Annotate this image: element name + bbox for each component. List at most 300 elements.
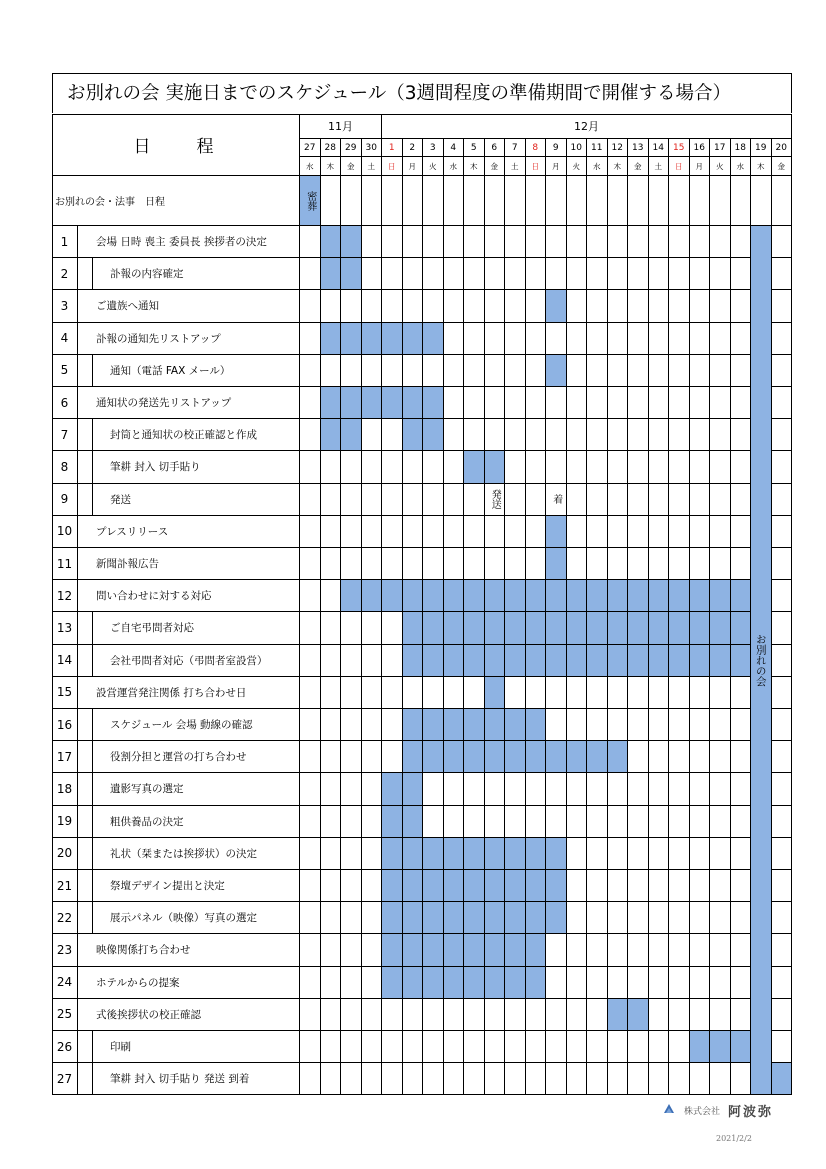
- schedule-cell: [464, 451, 485, 483]
- schedule-cell: [772, 934, 793, 966]
- schedule-cell: [649, 419, 670, 451]
- indent-rule: [92, 773, 93, 805]
- indent-rule: [92, 806, 93, 838]
- day-cell: [464, 139, 485, 157]
- task-number: [52, 999, 78, 1031]
- weekday-cell-text: 水: [736, 162, 744, 171]
- day-cell-text: 7: [511, 143, 518, 153]
- task-number-text: 1: [60, 234, 69, 249]
- schedule-cell: [628, 677, 649, 709]
- schedule-cell: [362, 419, 383, 451]
- schedule-cell: [628, 999, 649, 1031]
- task-name-text: プレスリリース: [96, 525, 169, 538]
- schedule-cell: [772, 902, 793, 934]
- schedule-cell: [628, 451, 649, 483]
- company-type: 株式会社: [684, 1106, 721, 1117]
- schedule-cell: [464, 176, 485, 226]
- schedule-cell: [382, 176, 403, 226]
- indent-rule: [92, 484, 93, 516]
- schedule-cell: [382, 741, 403, 773]
- schedule-cell: [382, 484, 403, 516]
- event-day-column: [751, 226, 772, 1095]
- weekday-cell-text: 金: [347, 162, 355, 171]
- day-cell: [649, 139, 670, 157]
- schedule-cell: [341, 387, 362, 419]
- schedule-cell: [382, 709, 403, 741]
- schedule-cell: [382, 226, 403, 258]
- task-name-text: ご自宅弔問者対応: [110, 622, 194, 635]
- schedule-cell: [669, 967, 690, 999]
- schedule-cell: [710, 967, 731, 999]
- schedule-cell: [444, 773, 465, 805]
- task-name-text: 粗供養品の決定: [110, 815, 184, 828]
- schedule-cell: [587, 387, 608, 419]
- schedule-cell: [608, 419, 629, 451]
- schedule-cell: [587, 1031, 608, 1063]
- schedule-cell: [526, 323, 547, 355]
- schedule-cell: [403, 451, 424, 483]
- weekday-cell: [444, 157, 465, 176]
- weekday-cell-text: 水: [306, 162, 314, 171]
- schedule-cell: [300, 838, 321, 870]
- schedule-cell: [710, 548, 731, 580]
- schedule-cell: [546, 580, 567, 612]
- day-cell-text: 10: [570, 143, 582, 153]
- schedule-cell: [710, 870, 731, 902]
- schedule-cell: [690, 323, 711, 355]
- schedule-cell: [423, 806, 444, 838]
- schedule-header: [52, 114, 300, 176]
- schedule-cell: [464, 226, 485, 258]
- schedule-cell: [628, 709, 649, 741]
- schedule-cell: [690, 451, 711, 483]
- day-cell-text: 20: [775, 143, 787, 153]
- schedule-cell: [772, 516, 793, 548]
- schedule-cell: [403, 290, 424, 322]
- schedule-cell: [505, 1063, 526, 1095]
- indent-rule: [92, 741, 93, 773]
- schedule-cell: [628, 741, 649, 773]
- schedule-cell: [403, 516, 424, 548]
- schedule-cell: [649, 323, 670, 355]
- schedule-cell: [546, 387, 567, 419]
- event-day-column-text: お別れの会: [754, 633, 767, 687]
- schedule-cell: [300, 870, 321, 902]
- schedule-cell: [321, 999, 342, 1031]
- schedule-cell: [341, 967, 362, 999]
- schedule-cell: [341, 419, 362, 451]
- task-number: [52, 645, 78, 677]
- schedule-cell: [321, 741, 342, 773]
- schedule-cell: [608, 258, 629, 290]
- schedule-cell: [423, 1063, 444, 1095]
- task-number: [52, 258, 78, 290]
- schedule-cell: [731, 387, 752, 419]
- schedule-cell: [772, 870, 793, 902]
- day-cell-text: 12: [611, 143, 623, 153]
- schedule-cell: [587, 838, 608, 870]
- schedule-cell: [608, 387, 629, 419]
- schedule-cell: [669, 612, 690, 644]
- day-cell-text: 28: [324, 143, 336, 153]
- schedule-cell: [444, 709, 465, 741]
- schedule-cell: [690, 870, 711, 902]
- task-number-text: 11: [56, 556, 73, 571]
- schedule-cell: [382, 290, 403, 322]
- schedule-cell: [669, 176, 690, 226]
- schedule-cell: [567, 323, 588, 355]
- schedule-cell: [526, 451, 547, 483]
- schedule-cell: [567, 967, 588, 999]
- schedule-cell: [669, 548, 690, 580]
- schedule-cell: [608, 741, 629, 773]
- task-name: [78, 838, 300, 870]
- weekday-cell: [403, 157, 424, 176]
- schedule-cell: [526, 838, 547, 870]
- task-number-text: 17: [56, 749, 73, 764]
- schedule-cell: [628, 516, 649, 548]
- schedule-cell: [444, 999, 465, 1031]
- schedule-cell: [403, 484, 424, 516]
- schedule-cell: [567, 548, 588, 580]
- task-name: [78, 355, 300, 387]
- schedule-cell: [526, 580, 547, 612]
- task-name: [78, 902, 300, 934]
- schedule-cell: [300, 709, 321, 741]
- schedule-cell: [526, 1063, 547, 1095]
- task-number: [52, 387, 78, 419]
- schedule-cell: [444, 226, 465, 258]
- schedule-cell: [690, 934, 711, 966]
- task-name: [78, 870, 300, 902]
- schedule-cell: [382, 387, 403, 419]
- schedule-cell: [772, 773, 793, 805]
- schedule-cell: [772, 323, 793, 355]
- schedule-cell: [690, 741, 711, 773]
- schedule-cell: [546, 323, 567, 355]
- schedule-cell: [485, 806, 506, 838]
- schedule-cell: [526, 741, 547, 773]
- schedule-cell: [628, 387, 649, 419]
- task-name-text: 遺影写真の選定: [110, 783, 184, 796]
- task-name-text: 役割分担と運営の打ち合わせ: [110, 751, 247, 764]
- schedule-cell: [444, 741, 465, 773]
- task-name: [78, 967, 300, 999]
- day-cell-text: 8: [532, 143, 539, 153]
- task-number: [52, 612, 78, 644]
- schedule-cell: [690, 677, 711, 709]
- schedule-cell: [649, 902, 670, 934]
- schedule-cell: [690, 226, 711, 258]
- weekday-cell-text: 火: [716, 162, 724, 171]
- schedule-cell: [485, 645, 506, 677]
- schedule-cell: [608, 355, 629, 387]
- day-cell-text: 6: [491, 143, 498, 153]
- schedule-cell: [608, 323, 629, 355]
- schedule-cell: [772, 1063, 793, 1095]
- indent-rule: [92, 612, 93, 644]
- schedule-cell: [341, 1031, 362, 1063]
- schedule-cell: [444, 290, 465, 322]
- schedule-cell: [526, 612, 547, 644]
- schedule-cell: [628, 773, 649, 805]
- task-name: [78, 290, 300, 322]
- schedule-cell: [669, 1031, 690, 1063]
- task-number: [52, 902, 78, 934]
- schedule-cell: [567, 1031, 588, 1063]
- schedule-cell: [321, 934, 342, 966]
- schedule-cell: [362, 645, 383, 677]
- schedule-cell: [772, 451, 793, 483]
- indent-rule: [92, 1063, 93, 1095]
- schedule-cell: [731, 355, 752, 387]
- schedule-cell: [485, 580, 506, 612]
- schedule-cell: [690, 806, 711, 838]
- day-cell-text: 11: [591, 143, 603, 153]
- task-name-text: ホテルからの提案: [96, 976, 180, 989]
- schedule-cell: [300, 1031, 321, 1063]
- schedule-cell: [608, 934, 629, 966]
- schedule-cell: [505, 999, 526, 1031]
- task-name-text: 通知状の発送先リストアップ: [96, 397, 232, 410]
- schedule-cell: [710, 612, 731, 644]
- schedule-header-text: 日 程: [133, 137, 218, 157]
- schedule-cell: [690, 645, 711, 677]
- schedule-cell: [649, 806, 670, 838]
- schedule-cell: [403, 387, 424, 419]
- indent-rule: [92, 258, 93, 290]
- day-cell-text: 30: [365, 143, 377, 153]
- schedule-cell: [628, 419, 649, 451]
- schedule-cell: [690, 419, 711, 451]
- schedule-cell: [505, 741, 526, 773]
- schedule-cell: [341, 677, 362, 709]
- schedule-cell: [505, 580, 526, 612]
- task-number-text: 23: [56, 942, 73, 957]
- task-name-text: 展示パネル（映像）写真の選定: [110, 912, 257, 925]
- task-number: [52, 709, 78, 741]
- schedule-cell: [649, 870, 670, 902]
- task-name: [78, 741, 300, 773]
- schedule-cell: [567, 645, 588, 677]
- task-name: [78, 934, 300, 966]
- schedule-cell: [485, 258, 506, 290]
- schedule-cell: [423, 741, 444, 773]
- schedule-cell: [505, 645, 526, 677]
- weekday-cell-text: 木: [470, 162, 478, 171]
- schedule-cell: [772, 355, 793, 387]
- task-number: [52, 870, 78, 902]
- schedule-cell: [546, 838, 567, 870]
- schedule-cell: [464, 870, 485, 902]
- task-name-text: ご遺族へ通知: [96, 300, 159, 313]
- task-name: [78, 226, 300, 258]
- schedule-cell: [649, 451, 670, 483]
- schedule-cell: [669, 870, 690, 902]
- schedule-cell: [772, 176, 793, 226]
- schedule-cell: [669, 355, 690, 387]
- schedule-cell: [731, 419, 752, 451]
- schedule-cell: [403, 838, 424, 870]
- schedule-cell: [669, 516, 690, 548]
- schedule-cell: [382, 870, 403, 902]
- schedule-cell: [423, 516, 444, 548]
- schedule-cell: [444, 902, 465, 934]
- day-cell: [567, 139, 588, 157]
- schedule-cell: [587, 999, 608, 1031]
- schedule-cell: [485, 451, 506, 483]
- schedule-cell: [546, 741, 567, 773]
- schedule-cell: [464, 355, 485, 387]
- schedule-cell-text: 密葬: [304, 190, 316, 211]
- schedule-cell: [464, 290, 485, 322]
- weekday-cell: [423, 157, 444, 176]
- weekday-cell: [731, 157, 752, 176]
- schedule-cell: [546, 548, 567, 580]
- schedule-cell: [423, 934, 444, 966]
- task-number-text: 26: [56, 1039, 73, 1054]
- schedule-cell: [710, 645, 731, 677]
- schedule-cell: [587, 548, 608, 580]
- schedule-cell: [649, 516, 670, 548]
- schedule-cell: [669, 387, 690, 419]
- task-name: [78, 806, 300, 838]
- schedule-cell: [485, 709, 506, 741]
- ceremony-schedule-label-text: お別れの会・法事 日程: [55, 197, 165, 208]
- schedule-cell: [608, 806, 629, 838]
- schedule-cell: [690, 484, 711, 516]
- schedule-cell: [464, 484, 485, 516]
- schedule-cell: [464, 999, 485, 1031]
- schedule-cell: [546, 902, 567, 934]
- schedule-cell: [567, 709, 588, 741]
- schedule-cell: [608, 580, 629, 612]
- schedule-cell: [526, 999, 547, 1031]
- schedule-cell: [649, 484, 670, 516]
- schedule-cell: [608, 176, 629, 226]
- task-name-text: 問い合わせに対する対応: [96, 590, 212, 603]
- schedule-cell: [341, 934, 362, 966]
- task-name: [78, 258, 300, 290]
- schedule-cell: [403, 258, 424, 290]
- indent-rule: [92, 1031, 93, 1063]
- schedule-cell: [669, 580, 690, 612]
- schedule-cell: [608, 516, 629, 548]
- schedule-cell: [669, 451, 690, 483]
- schedule-cell: [341, 355, 362, 387]
- schedule-cell: [587, 484, 608, 516]
- indent-rule: [92, 419, 93, 451]
- schedule-cell: [464, 902, 485, 934]
- schedule-cell: [321, 387, 342, 419]
- schedule-cell: [341, 709, 362, 741]
- day-cell-text: 16: [693, 143, 705, 153]
- schedule-cell: [628, 226, 649, 258]
- task-number-text: 15: [56, 685, 73, 700]
- schedule-cell: [669, 258, 690, 290]
- schedule-cell: [731, 870, 752, 902]
- schedule-cell: [731, 290, 752, 322]
- schedule-cell: [567, 226, 588, 258]
- schedule-cell: [710, 838, 731, 870]
- schedule-cell: [608, 484, 629, 516]
- weekday-cell: [505, 157, 526, 176]
- schedule-cell: [300, 677, 321, 709]
- schedule-cell: [567, 773, 588, 805]
- weekday-cell: [587, 157, 608, 176]
- schedule-cell: [485, 516, 506, 548]
- task-number-text: 25: [56, 1007, 73, 1022]
- schedule-cell: [772, 419, 793, 451]
- schedule-cell: [649, 838, 670, 870]
- weekday-cell-text: 月: [695, 162, 703, 171]
- weekday-cell-text: 月: [552, 162, 560, 171]
- schedule-cell: [444, 176, 465, 226]
- day-cell: [300, 139, 321, 157]
- schedule-cell: [300, 902, 321, 934]
- schedule-cell: [608, 226, 629, 258]
- schedule-cell: [526, 806, 547, 838]
- task-number-text: 5: [60, 363, 69, 378]
- task-name: [78, 387, 300, 419]
- schedule-cell: [341, 258, 362, 290]
- schedule-cell: [362, 290, 383, 322]
- schedule-cell: [464, 677, 485, 709]
- schedule-cell: [608, 548, 629, 580]
- schedule-cell: [423, 451, 444, 483]
- schedule-cell: [526, 1031, 547, 1063]
- weekday-cell: [567, 157, 588, 176]
- task-name-text: 礼状（栞または挨拶状）の決定: [110, 847, 257, 860]
- schedule-cell: [505, 516, 526, 548]
- schedule-cell: [485, 484, 506, 516]
- schedule-cell: [608, 999, 629, 1031]
- day-cell-text: 3: [429, 143, 436, 153]
- schedule-cell: [649, 709, 670, 741]
- schedule-cell: [772, 290, 793, 322]
- schedule-cell: [710, 290, 731, 322]
- schedule-cell: [362, 176, 383, 226]
- schedule-cell: [464, 548, 485, 580]
- day-cell: [669, 139, 690, 157]
- schedule-cell: [628, 645, 649, 677]
- schedule-cell: [485, 902, 506, 934]
- schedule-cell: [731, 258, 752, 290]
- schedule-cell: [608, 677, 629, 709]
- schedule-cell: [403, 355, 424, 387]
- schedule-cell: [341, 773, 362, 805]
- schedule-cell: [649, 967, 670, 999]
- schedule-cell: [505, 838, 526, 870]
- schedule-cell: [526, 355, 547, 387]
- schedule-cell: [546, 870, 567, 902]
- schedule-cell: [362, 323, 383, 355]
- schedule-cell: [464, 1063, 485, 1095]
- schedule-cell: [526, 773, 547, 805]
- schedule-cell: [710, 516, 731, 548]
- schedule-cell: [485, 290, 506, 322]
- task-number-text: 6: [60, 395, 69, 410]
- day-cell: [362, 139, 383, 157]
- schedule-cell: [464, 419, 485, 451]
- schedule-cell: [567, 741, 588, 773]
- schedule-cell: [300, 226, 321, 258]
- schedule-cell: [403, 612, 424, 644]
- schedule-cell: [731, 741, 752, 773]
- schedule-cell: [382, 1063, 403, 1095]
- schedule-cell: [690, 580, 711, 612]
- schedule-cell: [649, 387, 670, 419]
